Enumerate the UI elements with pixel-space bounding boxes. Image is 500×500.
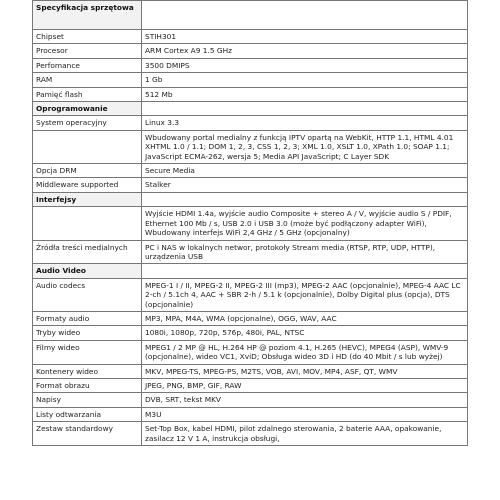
row-label: Format obrazu [33, 378, 142, 392]
table-row [33, 407, 468, 421]
table-row [33, 116, 468, 130]
row-label: Zestaw standardowy [33, 422, 142, 446]
section-header-oprogramowanie: Oprogramowanie [33, 102, 142, 116]
row-value: Linux 3.3 [142, 116, 468, 130]
table-row [33, 393, 468, 407]
row-value: STIH301 [142, 30, 468, 44]
table-row [33, 422, 468, 446]
table-row [33, 340, 468, 364]
row-label: Kontenery wideo [33, 364, 142, 378]
row-value: MPEG1 / 2 MP @ HL, H.264 HP @ poziom 4.1, H.265 (HEVC), MPEG4 (ASP), WMV-9 (opcjonalne), wideo VC1, XviD; Obsługa wideo 3D i HD (do 40 Mbit / s lub wyżej) [142, 340, 468, 364]
section-row-specyfikacja [33, 1, 468, 30]
row-label: Formaty audio [33, 311, 142, 325]
row-value: MPEG-1 I / II, MPEG-2 II, MPEG-2 III (mp3), MPEG-2 AAC (opcjonalnie), MPEG-4 AAC LC 2-ch / 5.1ch 4, AAC + SBR 2-h / 5.1 k (opcjonalnie), Dolby Digital plus (opcja), DTS (opcjonalnie) [142, 278, 468, 311]
table-row [33, 311, 468, 325]
row-value: Wyjście HDMI 1.4a, wyjście audio Composite + stereo A / V, wyjście audio S / PDIF, Ethernet 100 Mb / s, USB 2.0 i USB 3.0 (może być podłączony adapter WiFi), Wbudowany interfejs WiFi 2,4 GHz / 5 GHz (opcjonalny) [142, 207, 468, 240]
section-row-audio-video [33, 264, 468, 278]
row-value: Wbudowany portal medialny z funkcją IPTV opartą na WebKit, HTTP 1.1, HTML 4.01 XHTML 1.0 / 1.1; DOM 1, 2, 3, CSS 1, 2, 3; XML 1.0, XSLT 1.0, XPath 1.0; SOAP 1.1; JavaScript ECMA-262, wersja 5; Media API JavaScript; C Layer SDK [142, 130, 468, 163]
section-header-audio-video: Audio Video [33, 264, 142, 278]
row-label: Źródła treści medialnych [33, 240, 142, 264]
specification-table [32, 0, 468, 446]
row-label: Listy odtwarzania [33, 407, 142, 421]
row-value: MP3, MPA, M4A, WMA (opcjonalne), OGG, WAV, AAC [142, 311, 468, 325]
row-value: PC i NAS w lokalnych networ, protokoły Stream media (RTSP, RTP, UDP, HTTP), urządzenia USB [142, 240, 468, 264]
table-row [33, 178, 468, 192]
row-label [33, 207, 142, 240]
table-row [33, 364, 468, 378]
table-row [33, 130, 468, 163]
row-value: ARM Cortex A9 1.5 GHz [142, 44, 468, 58]
table-row [33, 207, 468, 240]
row-value: 1 Gb [142, 73, 468, 87]
row-label [33, 130, 142, 163]
row-value: Secure Media [142, 164, 468, 178]
row-value: 3500 DMIPS [142, 58, 468, 72]
table-row [33, 378, 468, 392]
row-label: Tryby wideo [33, 326, 142, 340]
row-label: Middleware supported [33, 178, 142, 192]
section-empty-cell [142, 192, 468, 206]
section-header-interfejsy: Interfejsy [33, 192, 142, 206]
row-label: RAM [33, 73, 142, 87]
section-row-interfejsy [33, 192, 468, 206]
table-row [33, 44, 468, 58]
table-row [33, 164, 468, 178]
row-value: Set-Top Box, kabel HDMI, pilot zdalnego sterowania, 2 baterie AAA, opakowanie, zasilacz 12 V 1 A, instrukcja obsługi, [142, 422, 468, 446]
row-value: 512 Mb [142, 87, 468, 101]
row-value: M3U [142, 407, 468, 421]
row-label: Napisy [33, 393, 142, 407]
section-header-specyfikacja: Specyfikacja sprzętowa [33, 1, 142, 30]
row-label: Filmy wideo [33, 340, 142, 364]
table-row [33, 87, 468, 101]
row-value: JPEG, PNG, BMP, GIF, RAW [142, 378, 468, 392]
row-label: Perfomance [33, 58, 142, 72]
table-row [33, 278, 468, 311]
section-empty-cell [142, 102, 468, 116]
section-empty-cell [142, 264, 468, 278]
row-label: Chipset [33, 30, 142, 44]
table-row [33, 73, 468, 87]
row-label: Pamięć flash [33, 87, 142, 101]
row-label: System operacyjny [33, 116, 142, 130]
section-empty-cell [142, 1, 468, 30]
row-value: Stalker [142, 178, 468, 192]
table-row [33, 326, 468, 340]
row-value: DVB, SRT, tekst MKV [142, 393, 468, 407]
row-value: 1080i, 1080p, 720p, 576p, 480i, PAL, NTSC [142, 326, 468, 340]
row-label: Audio codecs [33, 278, 142, 311]
section-row-oprogramowanie [33, 102, 468, 116]
row-label: Opcja DRM [33, 164, 142, 178]
table-row [33, 240, 468, 264]
row-value: MKV, MPEG-TS, MPEG-PS, M2TS, VOB, AVI, MOV, MP4, ASF, QT, WMV [142, 364, 468, 378]
table-row [33, 58, 468, 72]
table-row [33, 30, 468, 44]
row-label: Procesor [33, 44, 142, 58]
